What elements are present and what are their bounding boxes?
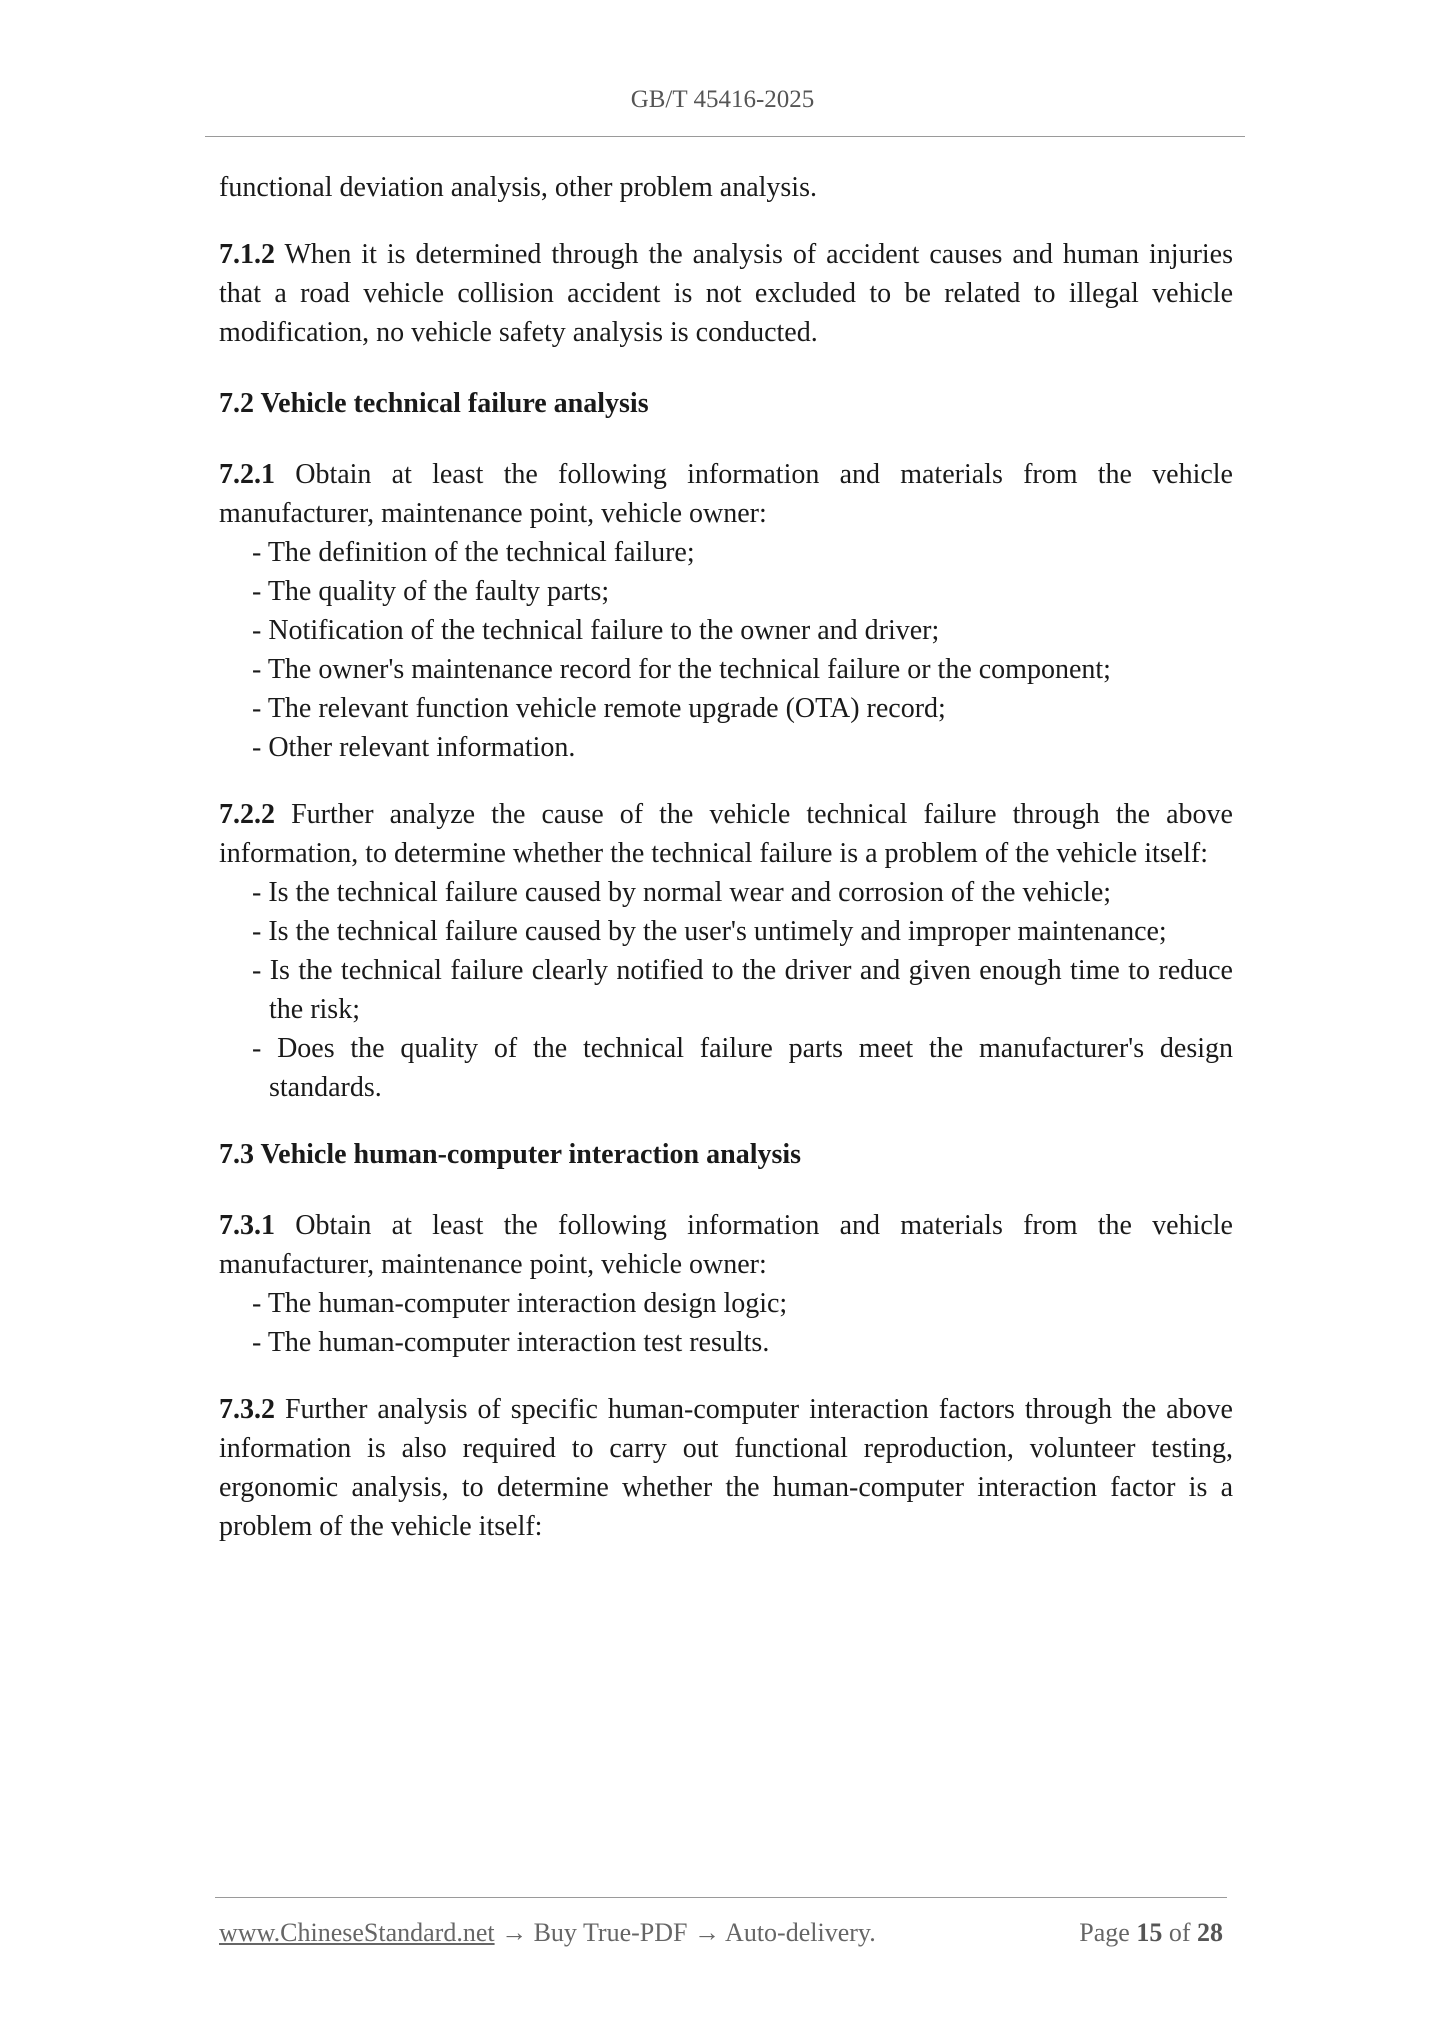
page-total: 28 — [1197, 1918, 1223, 1947]
list-item: - Is the technical failure clearly notified to the driver and given enough time to reduce the risk; — [252, 955, 1233, 1025]
paragraph-text: functional deviation analysis, other problem analysis. — [219, 172, 817, 203]
clause-text: Further analysis of specific human-computer interaction factors through the above information is also required to carry out functional reproduction, volunteer testing, ergonomic analysis, to determine whether the human-computer interaction factor is a problem of the vehicle itself: — [219, 1394, 1233, 1542]
clause-text: When it is determined through the analysis of accident causes and human injuries that a road vehicle collision accident is not excluded to be related to illegal vehicle modification, no vehicle safety analysis is conducted. — [219, 239, 1233, 348]
clause-text: Obtain at least the following information and materials from the vehicle manufacturer, maintenance point, vehicle owner: — [219, 1210, 1233, 1280]
page-current: 15 — [1136, 1918, 1163, 1947]
list-item: - Is the technical failure caused by normal wear and corrosion of the vehicle; — [252, 877, 1112, 908]
clause-7-2-2 — [219, 795, 1233, 873]
clause-text: Further analyze the cause of the vehicle technical failure through the above information, to determine whether the technical failure is a problem of the vehicle itself: — [219, 799, 1233, 869]
clause-number: 7.3.1 — [219, 1210, 275, 1241]
page-of-label: of — [1168, 1918, 1191, 1947]
clause-number: 7.1.2 — [219, 239, 275, 270]
list-item: - The relevant function vehicle remote upgrade (OTA) record; — [252, 693, 946, 724]
list-item: - The owner's maintenance record for the technical failure or the component; — [252, 654, 1111, 685]
list-item: - The human-computer interaction design logic; — [252, 1288, 788, 1319]
footer-divider — [215, 1897, 1227, 1898]
standard-code: GB/T 45416-2025 — [630, 86, 815, 113]
list-item: - The quality of the faulty parts; — [252, 576, 610, 607]
footer-promo — [219, 1918, 876, 1948]
clause-7-3-2 — [219, 1390, 1233, 1546]
list-item: - Is the technical failure caused by the user's untimely and improper maintenance; — [252, 916, 1167, 947]
section-heading-7-2: 7.2 Vehicle technical failure analysis — [219, 388, 649, 419]
document-body — [219, 168, 1233, 1546]
clause-7-1-2 — [219, 235, 1233, 352]
list-item: - Does the quality of the technical failure parts meet the manufacturer's design standards. — [252, 1033, 1233, 1103]
promo-text: → Buy True-PDF → Auto-delivery. — [494, 1918, 876, 1947]
list-item: - Notification of the technical failure to the owner and driver; — [252, 615, 940, 646]
site-link[interactable]: www.ChineseStandard.net — [219, 1918, 495, 1947]
section-heading-7-3: 7.3 Vehicle human-computer interaction analysis — [219, 1139, 802, 1170]
page-indicator — [1079, 1918, 1223, 1948]
clause-number: 7.2.1 — [219, 459, 275, 490]
page-header — [0, 86, 1445, 114]
paragraph-continuation — [219, 168, 1233, 207]
header-divider — [205, 136, 1245, 137]
clause-text: Obtain at least the following information and materials from the vehicle manufacturer, maintenance point, vehicle owner: — [219, 459, 1233, 529]
clause-7-3-1 — [219, 1206, 1233, 1284]
page-label: Page — [1079, 1918, 1130, 1947]
clause-7-2-1 — [219, 455, 1233, 533]
list-item: - The human-computer interaction test results. — [252, 1327, 770, 1358]
list-item: - Other relevant information. — [252, 732, 576, 763]
clause-number: 7.3.2 — [219, 1394, 275, 1425]
list-item: - The definition of the technical failure; — [252, 537, 695, 568]
clause-number: 7.2.2 — [219, 799, 275, 830]
